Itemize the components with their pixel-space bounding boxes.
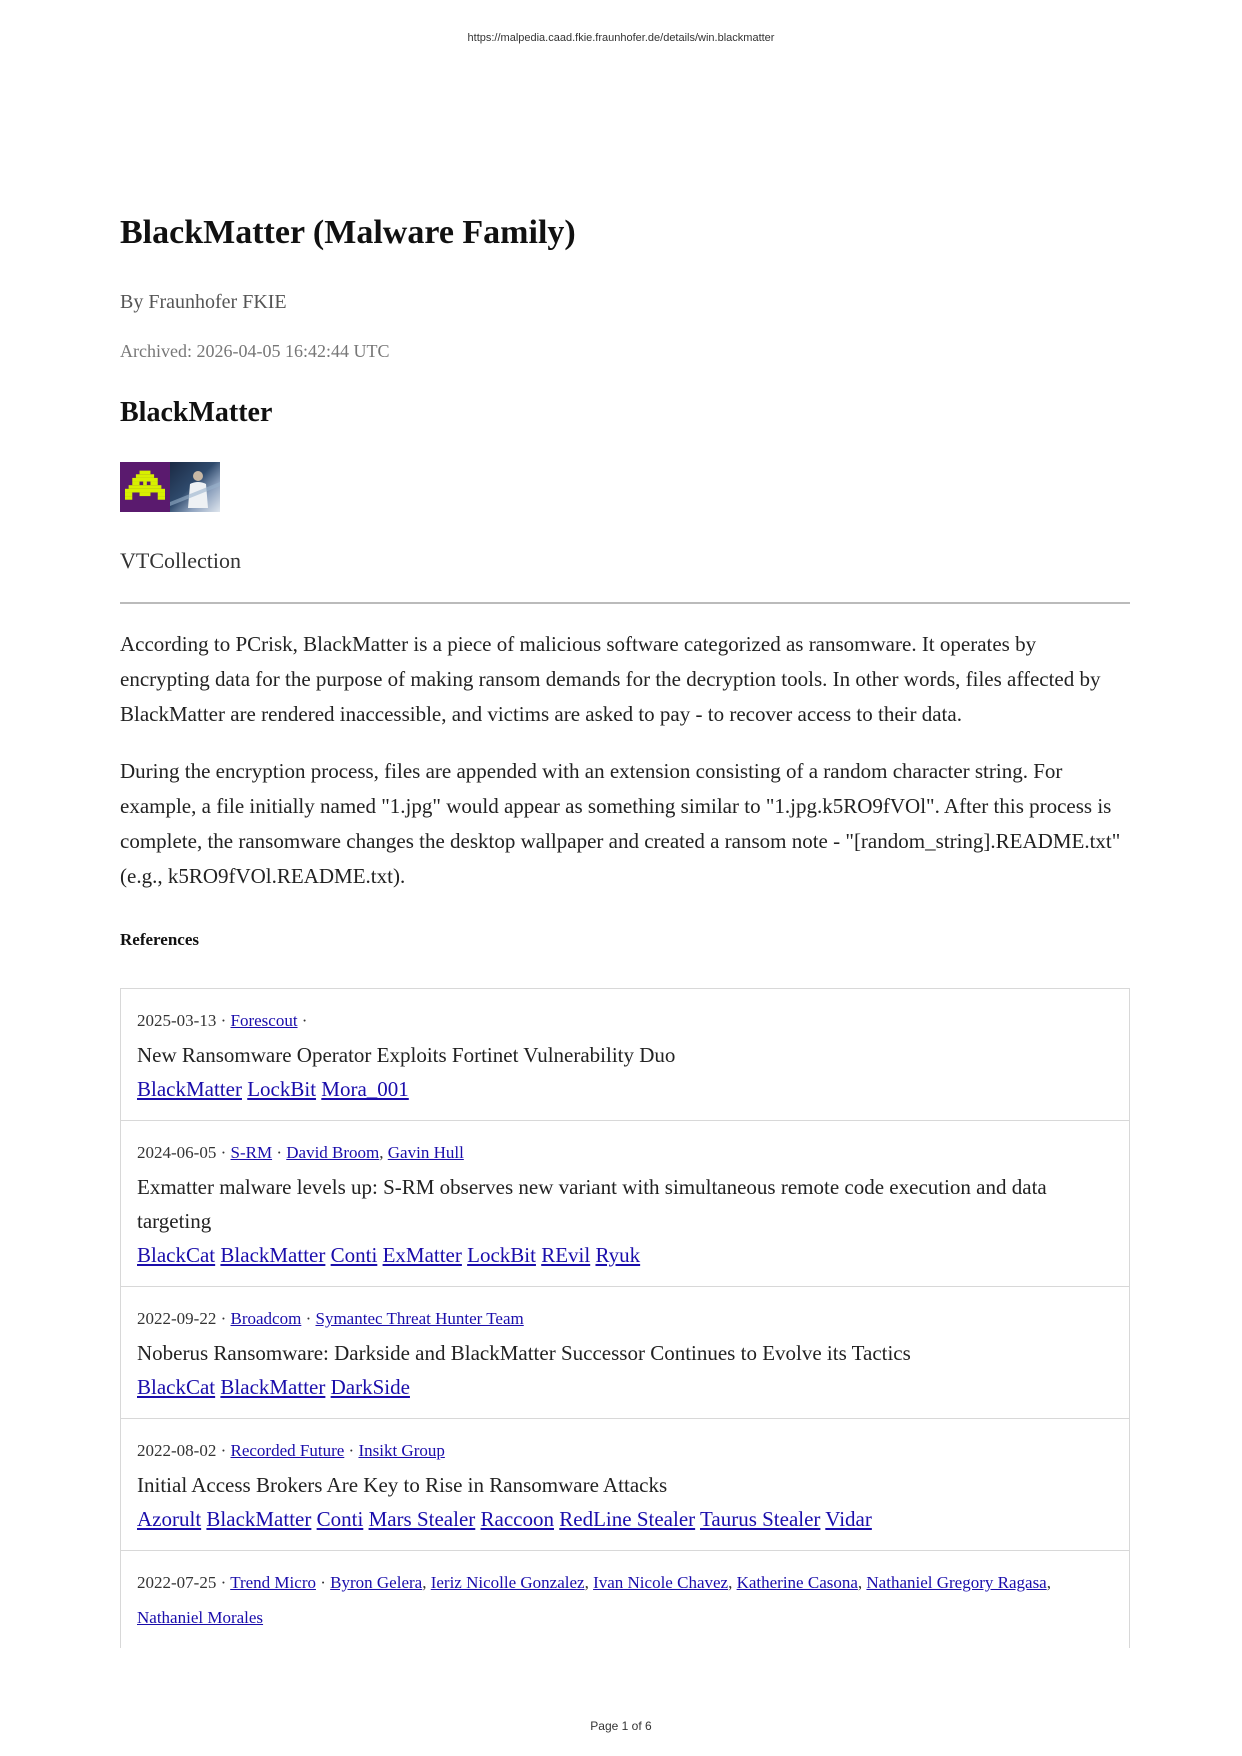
page-title: BlackMatter (Malware Family) — [120, 214, 576, 251]
page-footer: Page 1 of 6 — [590, 1719, 652, 1733]
reference-tags — [137, 1502, 1113, 1536]
malware-tag-link[interactable]: LockBit — [247, 1077, 317, 1101]
collection-label: VTCollection — [120, 548, 241, 573]
description — [120, 627, 1130, 916]
malware-tag-link[interactable]: BlackMatter — [220, 1375, 326, 1399]
reference-author-link[interactable]: Byron Gelera — [330, 1573, 423, 1592]
person-photo-icon — [170, 462, 220, 512]
reference-author-link[interactable]: Insikt Group — [358, 1441, 445, 1460]
reference-source-link[interactable]: S-RM — [230, 1143, 273, 1162]
reference-meta: 2022-07-25 · Trend Micro · Byron Gelera, Ieriz Nicolle Gonzalez, Ivan Nicole Chavez, Katherine Casona, Nathaniel Gregory Ragasa, Nathaniel Morales — [137, 1573, 1051, 1627]
malware-tag-link[interactable]: BlackCat — [137, 1375, 216, 1399]
malware-tag-link[interactable]: Raccoon — [480, 1507, 555, 1531]
reference-author-link[interactable]: David Broom — [286, 1143, 380, 1162]
family-heading: BlackMatter — [120, 397, 273, 428]
family-icons — [120, 462, 220, 512]
alien-invader-icon — [120, 462, 170, 512]
malware-tag-link[interactable]: RedLine Stealer — [559, 1507, 696, 1531]
malware-tag-link[interactable]: Ryuk — [595, 1243, 641, 1267]
reference-meta: 2022-09-22 · Broadcom · Symantec Threat Hunter Team — [137, 1309, 524, 1328]
page-url: https://malpedia.caad.fkie.fraunhofer.de/details/win.blackmatter — [467, 32, 775, 44]
reference-date: 2025-03-13 — [137, 1011, 217, 1030]
reference-source-link[interactable]: Forescout — [230, 1011, 298, 1030]
reference-tags — [137, 1238, 1113, 1272]
malware-tag-link[interactable]: DarkSide — [330, 1375, 410, 1399]
reference-author-link[interactable]: Katherine Casona — [736, 1573, 858, 1592]
malware-tag-link[interactable]: Mars Stealer — [368, 1507, 476, 1531]
malware-tag-link[interactable]: BlackMatter — [137, 1077, 242, 1101]
description-paragraph: According to PCrisk, BlackMatter is a piece of malicious software categorized as ransomware. It operates by encrypting data for the purpose of making ransom demands for the decryption tools. In other words, files affected by BlackMatter are rendered inaccessible, and victims are asked to pay - to recover access to their data. — [120, 632, 1101, 726]
reference-author-link[interactable]: Nathaniel Morales — [137, 1608, 264, 1627]
malware-tag-link[interactable]: Conti — [330, 1243, 378, 1267]
malware-tag-link[interactable]: BlackMatter — [206, 1507, 312, 1531]
reference-meta: 2024-06-05 · S-RM · David Broom, Gavin Hull — [137, 1143, 464, 1162]
reference-meta: 2025-03-13 · Forescout · — [137, 1011, 308, 1030]
malware-tag-link[interactable]: Vidar — [825, 1507, 872, 1531]
malware-tag-link[interactable]: Azorult — [137, 1507, 202, 1531]
reference-tags — [137, 1072, 1113, 1106]
malware-tag-link[interactable]: Conti — [316, 1507, 364, 1531]
reference-author-link[interactable]: Nathaniel Gregory Ragasa — [866, 1573, 1047, 1592]
reference-tags — [137, 1370, 1113, 1404]
divider — [120, 602, 1130, 604]
reference-title: Initial Access Brokers Are Key to Rise in Ransomware Attacks — [137, 1473, 668, 1497]
reference-item — [121, 1551, 1129, 1648]
reference-item — [121, 1287, 1129, 1419]
references-list — [120, 988, 1130, 1648]
reference-item — [121, 989, 1129, 1121]
malware-tag-link[interactable]: LockBit — [467, 1243, 536, 1267]
archived-timestamp: Archived: 2026-04-05 16:42:44 UTC — [120, 341, 390, 361]
malware-tag-link[interactable]: BlackMatter — [220, 1243, 326, 1267]
references-heading: References — [120, 930, 199, 949]
reference-date: 2024-06-05 — [137, 1143, 217, 1162]
reference-date: 2022-07-25 — [137, 1573, 217, 1592]
description-paragraph: During the encryption process, files are appended with an extension consisting of a random character string. For example, a file initially named "1.jpg" would appear as something similar to "1.jpg.k5RO9fVOl". After this process is complete, the ransomware changes the desktop wallpaper and created a ransom note - "[random_string].README.txt" (e.g., k5RO9fVOl.README.txt). — [120, 759, 1121, 888]
reference-source-link[interactable]: Recorded Future — [230, 1441, 345, 1460]
malware-tag-link[interactable]: REvil — [541, 1243, 591, 1267]
malware-tag-link[interactable]: Mora_001 — [321, 1077, 409, 1101]
reference-source-link[interactable]: Broadcom — [230, 1309, 302, 1328]
malware-tag-link[interactable]: Taurus Stealer — [700, 1507, 821, 1531]
byline: By Fraunhofer FKIE — [120, 291, 287, 313]
reference-author-link[interactable]: Ieriz Nicolle Gonzalez — [430, 1573, 585, 1592]
reference-date: 2022-08-02 — [137, 1441, 217, 1460]
reference-item — [121, 1419, 1129, 1551]
reference-title: New Ransomware Operator Exploits Fortinet Vulnerability Duo — [137, 1043, 676, 1067]
malware-tag-link[interactable]: BlackCat — [137, 1243, 216, 1267]
reference-source-link[interactable]: Trend Micro — [230, 1573, 316, 1592]
reference-author-link[interactable]: Gavin Hull — [387, 1143, 464, 1162]
reference-author-link[interactable]: Ivan Nicole Chavez — [593, 1573, 729, 1592]
reference-meta: 2022-08-02 · Recorded Future · Insikt Group — [137, 1441, 445, 1460]
malware-tag-link[interactable]: ExMatter — [382, 1243, 462, 1267]
reference-title: Exmatter malware levels up: S-RM observes new variant with simultaneous remote code execution and data targeting — [137, 1175, 1047, 1233]
reference-date: 2022-09-22 — [137, 1309, 217, 1328]
reference-title: Noberus Ransomware: Darkside and BlackMatter Successor Continues to Evolve its Tactics — [137, 1341, 911, 1365]
reference-item — [121, 1121, 1129, 1287]
reference-author-link[interactable]: Symantec Threat Hunter Team — [315, 1309, 524, 1328]
